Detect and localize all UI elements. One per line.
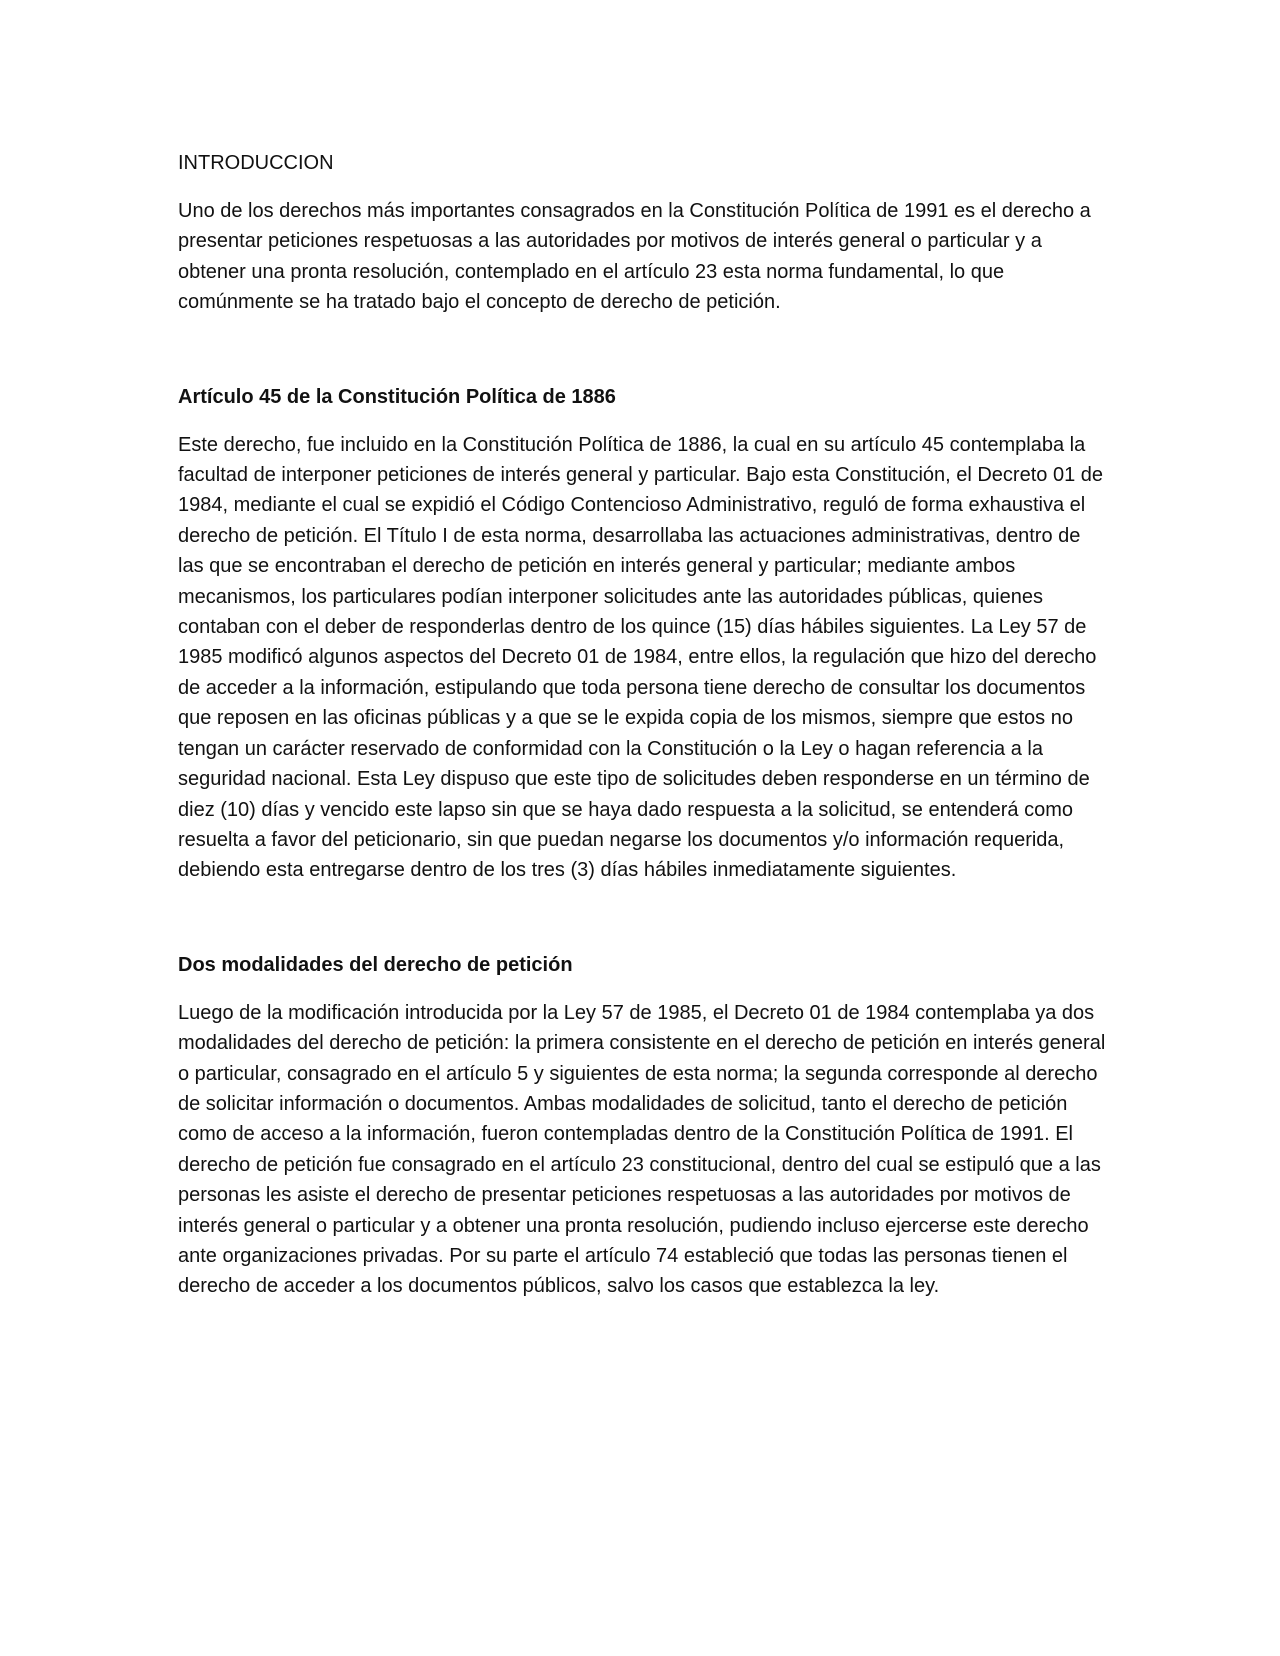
- document-body: [178, 150, 1108, 1302]
- intro-paragraph: Uno de los derechos más importantes consagrados en la Constitución Política de 1991 es el derecho a presentar peticiones respetuosas a las autoridades por motivos de interés general o particular y a obtener una pronta resolución, contemplado en el artículo 23 esta norma fundamental, lo que comúnmente se ha tratado bajo el concepto de derecho de petición.: [178, 200, 1091, 314]
- section-paragraph-articulo-45: Este derecho, fue incluido en la Constitución Política de 1886, la cual en su artículo 45 contemplaba la facultad de interponer peticiones de interés general y particular. Bajo esta Constitución, el Decreto 01 de 1984, mediante el cual se expidió el Código Contencioso Administrativo, reguló de forma exhaustiva el derecho de petición. El Título I de esta norma, desarrollaba las actuaciones administrativas, dentro de las que se encontraban el derecho de petición en interés general y particular; mediante ambos mecanismos, los particulares podían interponer solicitudes ante las autoridades públicas, quienes contaban con el deber de responderlas dentro de los quince (15) días hábiles siguientes. La Ley 57 de 1985 modificó algunos aspectos del Decreto 01 de 1984, entre ellos, la regulación que hizo del derecho de acceder a la información, estipulando que toda persona tiene derecho de consultar los documentos que reposen en las oficinas públicas y a que se le expida copia de los mismos, siempre que estos no tengan un carácter reservado de conformidad con la Constitución o la Ley o hagan referencia a la seguridad nacional. Esta Ley dispuso que este tipo de solicitudes deben responderse en un término de diez (10) días y vencido este lapso sin que se haya dado respuesta a la solicitud, se entenderá como resuelta a favor del peticionario, sin que puedan negarse los documentos y/o información requerida, debiendo esta entregarse dentro de los tres (3) días hábiles inmediatamente siguientes.: [178, 433, 1103, 882]
- section-heading-dos-modalidades: Dos modalidades del derecho de petición: [178, 953, 573, 976]
- section-heading-articulo-45: Artículo 45 de la Constitución Política de 1886: [178, 385, 616, 408]
- section-paragraph-dos-modalidades: Luego de la modificación introducida por la Ley 57 de 1985, el Decreto 01 de 1984 contemplaba ya dos modalidades del derecho de petición: la primera consistente en el derecho de petición en interés general o particular, consagrado en el artículo 5 y siguientes de esta norma; la segunda corresponde al derecho de solicitar información o documentos. Ambas modalidades de solicitud, tanto el derecho de petición como de acceso a la información, fueron contempladas dentro de la Constitución Política de 1991. El derecho de petición fue consagrado en el artículo 23 constitucional, dentro del cual se estipuló que a las personas les asiste el derecho de presentar peticiones respetuosas a las autoridades por motivos de interés general o particular y a obtener una pronta resolución, pudiendo incluso ejercerse este derecho ante organizaciones privadas. Por su parte el artículo 74 estableció que todas las personas tienen el derecho de acceder a los documentos públicos, salvo los casos que establezca la ley.: [178, 1001, 1106, 1298]
- document-title: INTRODUCCION: [178, 152, 334, 174]
